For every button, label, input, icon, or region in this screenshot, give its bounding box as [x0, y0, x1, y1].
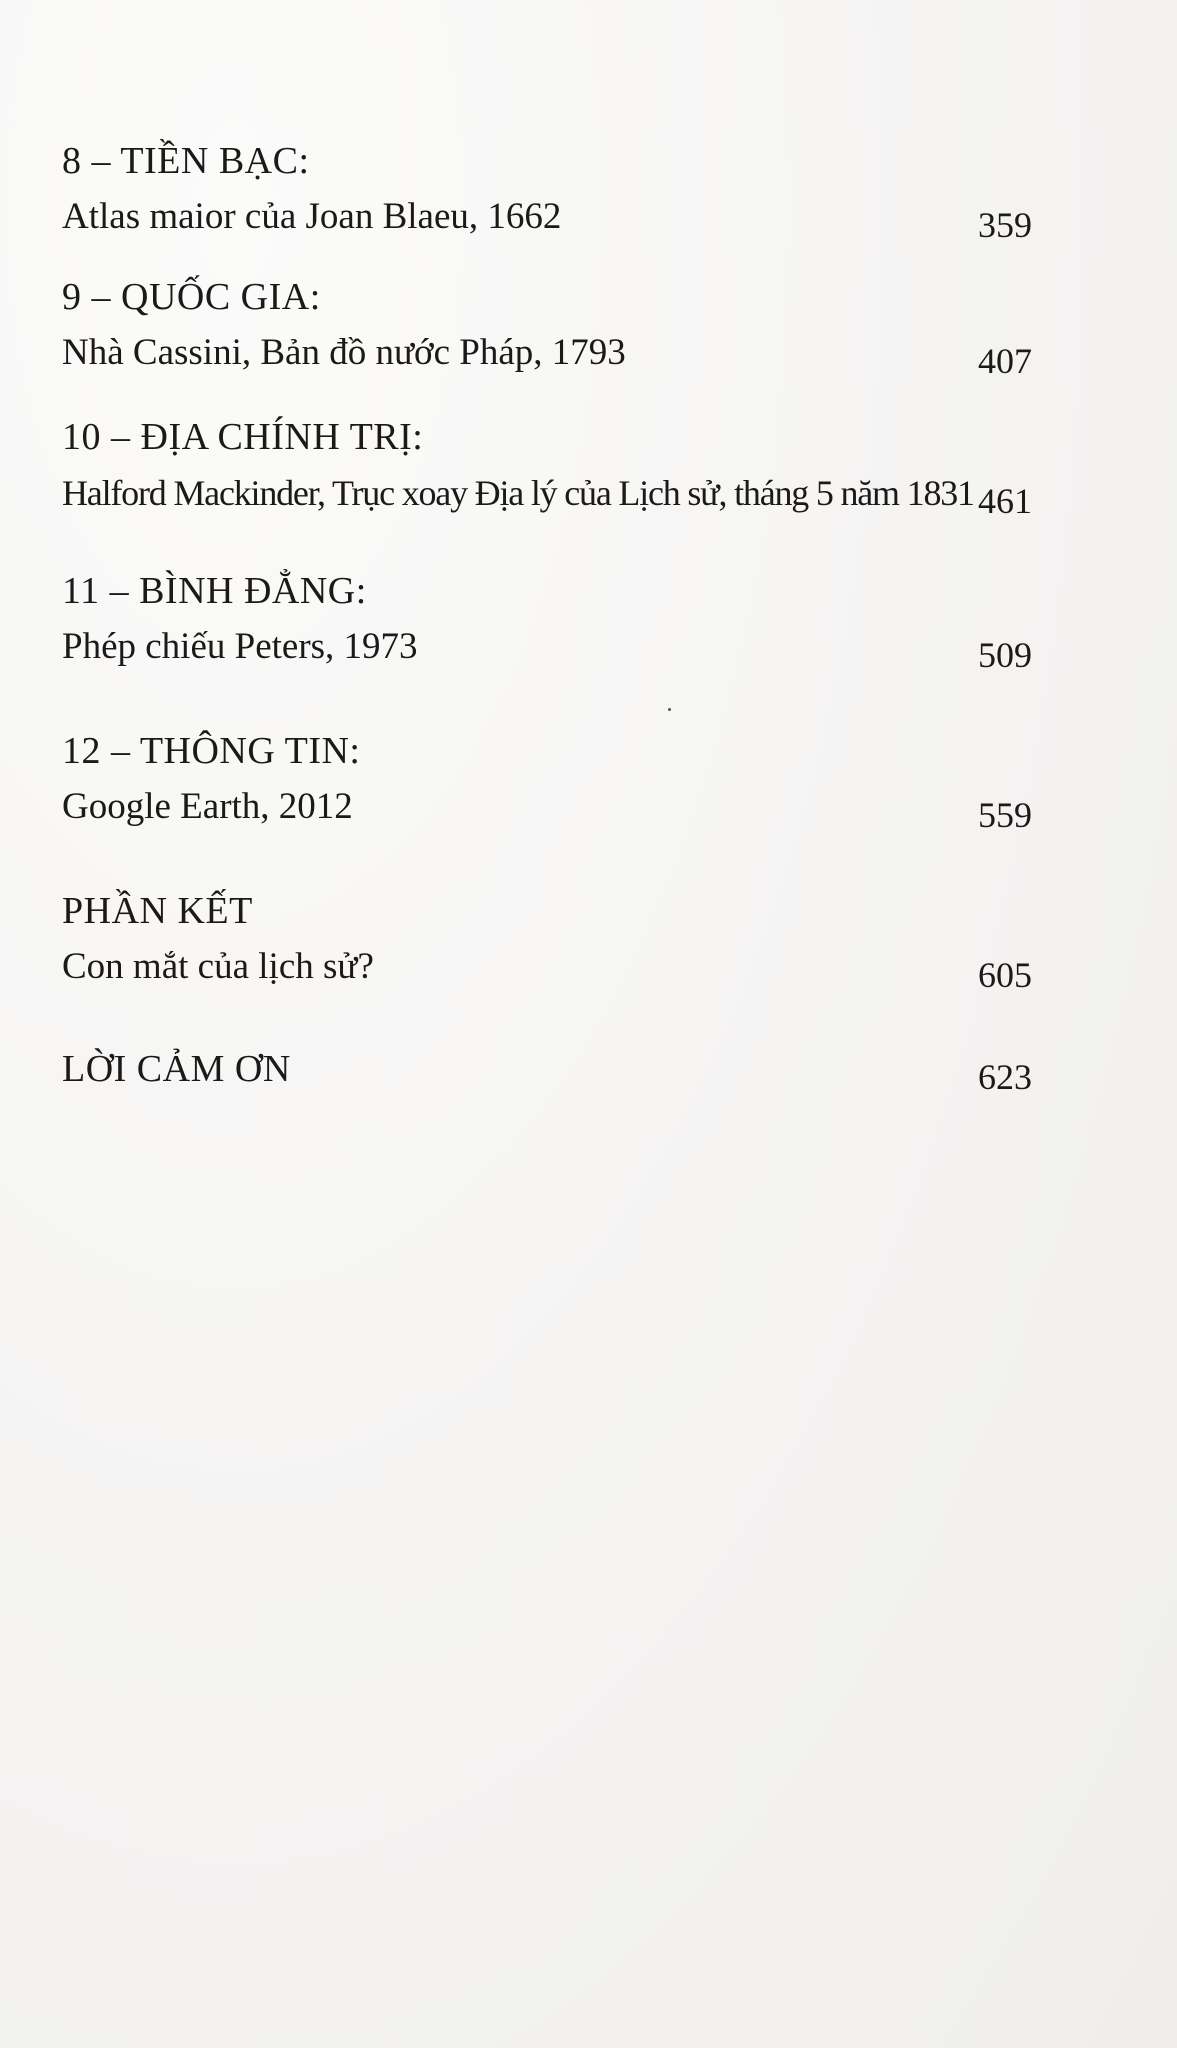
toc-entry-epilogue	[62, 888, 1032, 996]
toc-page-number: 407	[978, 341, 1032, 381]
toc-entry-title: Halford Mackinder, Trục xoay Địa lý của Lịch sử, tháng 5 năm 1831	[62, 473, 974, 513]
toc-entry-11	[62, 568, 1032, 676]
toc-entry-10	[62, 414, 1032, 522]
toc-heading: 11 – BÌNH ĐẲNG:	[62, 570, 367, 612]
toc-heading: 10 – ĐỊA CHÍNH TRỊ:	[62, 416, 424, 458]
toc-page-number: 359	[978, 205, 1032, 245]
toc-entry-row	[62, 944, 1032, 996]
toc-page-number: 623	[978, 1057, 1032, 1097]
toc-page-number: 509	[978, 635, 1032, 675]
paper-speck	[668, 708, 671, 711]
toc-entry-row	[62, 784, 1032, 836]
toc-entry-title: Atlas maior của Joan Blaeu, 1662	[62, 196, 562, 237]
toc-entry-8	[62, 138, 1032, 246]
toc-page-number: 559	[978, 795, 1032, 835]
toc-entry-12	[62, 728, 1032, 836]
toc-heading: 8 – TIỀN BẠC:	[62, 140, 310, 182]
toc-entry-9	[62, 274, 1032, 382]
toc-entry-title: Con mắt của lịch sử?	[62, 946, 374, 987]
toc-entry-row	[62, 1046, 1032, 1098]
toc-entry-row	[62, 470, 1032, 522]
toc-entry-title: Nhà Cassini, Bản đồ nước Pháp, 1793	[62, 332, 626, 373]
toc-page-number: 605	[978, 955, 1032, 995]
toc-page-number: 461	[978, 481, 1032, 521]
toc-entry-row	[62, 194, 1032, 246]
toc-entry-row	[62, 330, 1032, 382]
toc-entry-title: Google Earth, 2012	[62, 786, 353, 827]
toc-heading: 12 – THÔNG TIN:	[62, 730, 361, 772]
toc-entry-row	[62, 624, 1032, 676]
toc-heading: 9 – QUỐC GIA:	[62, 276, 321, 318]
toc-heading: LỜI CẢM ƠN	[62, 1048, 291, 1090]
toc-heading: PHẦN KẾT	[62, 890, 253, 932]
toc-entry-title: Phép chiếu Peters, 1973	[62, 626, 418, 667]
toc-entry-acknowledgements	[62, 1046, 1032, 1098]
